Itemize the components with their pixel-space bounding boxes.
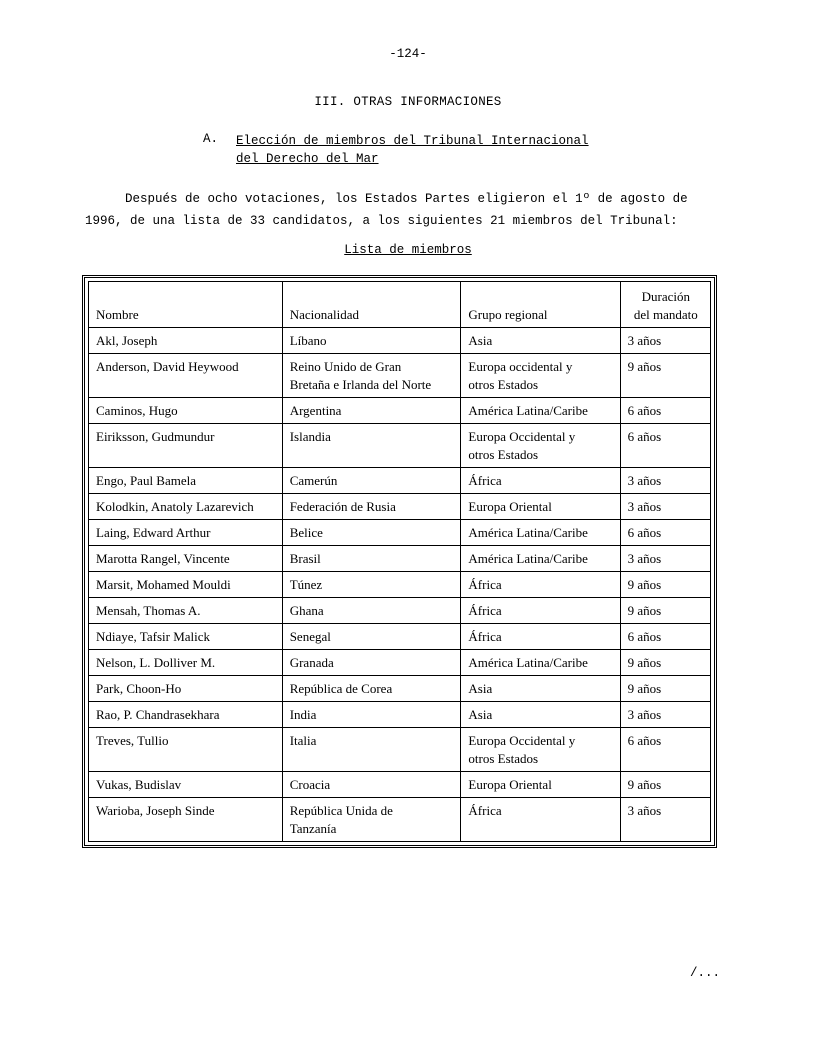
cell-group-line: Asia [468,681,493,696]
members-table [88,281,711,842]
cell-name: Engo, Paul Bamela [89,468,283,494]
subsection-title-line2: del Derecho del Mar [236,152,379,166]
cell-group-line: África [468,603,502,618]
cell-name: Akl, Joseph [89,328,283,354]
cell-group-line: Europa Oriental [468,499,552,514]
cell-term: 3 años [620,798,710,842]
cell-group-line: África [468,803,502,818]
intro-line1: Después de ocho votaciones, los Estados Partes eligieron el 1º de agosto de [125,192,688,206]
cell-name: Marotta Rangel, Vincente [89,546,283,572]
cell-nationality-line: Argentina [289,403,342,418]
cell-nationality-line: India [289,707,317,722]
cell-group [461,328,620,354]
list-heading-text: Lista de miembros [344,243,472,257]
table-row [89,494,711,520]
cell-nationality-line: Túnez [289,577,323,592]
cell-name: Marsit, Mohamed Mouldi [89,572,283,598]
cell-group-line: América Latina/Caribe [468,403,588,418]
cell-term: 6 años [620,624,710,650]
cell-term: 3 años [620,494,710,520]
cell-group [461,494,620,520]
cell-name: Ndiaye, Tafsir Malick [89,624,283,650]
header-group-label: Grupo regional [468,307,548,322]
table-row [89,398,711,424]
cell-nationality [282,772,461,798]
cell-group [461,598,620,624]
cell-nationality-line: Federación de Rusia [289,499,396,514]
cell-nationality [282,468,461,494]
cell-group [461,424,620,468]
cell-group-line: América Latina/Caribe [468,655,588,670]
cell-name: Eiriksson, Gudmundur [89,424,283,468]
cell-term: 3 años [620,702,710,728]
table-row [89,676,711,702]
continuation-mark: /... [689,966,720,980]
subsection-title [236,132,589,168]
table-row [89,546,711,572]
cell-term: 9 años [620,572,710,598]
table-row [89,572,711,598]
table-row [89,702,711,728]
cell-group [461,624,620,650]
cell-name: Kolodkin, Anatoly Lazarevich [89,494,283,520]
cell-group [461,702,620,728]
cell-nationality [282,520,461,546]
cell-term: 3 años [620,468,710,494]
cell-nationality-line: Brasil [289,551,321,566]
cell-group-line: América Latina/Caribe [468,525,588,540]
cell-nationality-line: Croacia [289,777,331,792]
cell-group-line: otros Estados [468,751,539,766]
cell-group-line: Europa Occidental y [468,733,576,748]
header-name-label: Nombre [96,307,139,322]
table-body [89,328,711,842]
page-number: -124- [389,47,427,61]
list-heading [0,243,816,257]
cell-name: Mensah, Thomas A. [89,598,283,624]
cell-group [461,798,620,842]
cell-name: Park, Choon-Ho [89,676,283,702]
cell-group [461,650,620,676]
cell-nationality-line: República de Corea [289,681,393,696]
cell-nationality-line: Tanzanía [289,821,337,836]
cell-term: 6 años [620,424,710,468]
table-row [89,598,711,624]
cell-nationality [282,798,461,842]
cell-term: 9 años [620,650,710,676]
header-group [461,282,620,328]
cell-name: Warioba, Joseph Sinde [89,798,283,842]
cell-term: 3 años [620,328,710,354]
cell-group [461,354,620,398]
cell-nationality-line: Granada [289,655,334,670]
cell-nationality [282,354,461,398]
cell-nationality [282,546,461,572]
intro-paragraph [85,188,725,232]
cell-nationality [282,424,461,468]
cell-group [461,728,620,772]
cell-nationality [282,572,461,598]
cell-nationality-line: Islandia [289,429,331,444]
header-term-line2: del mandato [633,307,698,322]
cell-group [461,468,620,494]
cell-nationality-line: Ghana [289,603,324,618]
header-term-line1: Duración [641,289,691,304]
header-term [620,282,710,328]
cell-nationality-line: Italia [289,733,317,748]
cell-nationality-line: Senegal [289,629,331,644]
cell-nationality [282,398,461,424]
table-row [89,728,711,772]
cell-nationality [282,650,461,676]
cell-group-line: América Latina/Caribe [468,551,588,566]
cell-nationality [282,598,461,624]
table-row [89,798,711,842]
cell-group-line: África [468,473,502,488]
table-row [89,772,711,798]
cell-name: Treves, Tullio [89,728,283,772]
cell-nationality-line: Reino Unido de Gran [289,359,402,374]
cell-nationality-line: República Unida de [289,803,393,818]
cell-nationality-line: Belice [289,525,323,540]
cell-group-line: Europa occidental y [468,359,573,374]
table-row [89,520,711,546]
cell-term: 3 años [620,546,710,572]
cell-group-line: Asia [468,707,493,722]
cell-group-line: otros Estados [468,447,539,462]
intro-line2: 1996, de una lista de 33 candidatos, a los siguientes 21 miembros del Tribunal: [85,214,678,228]
cell-nationality-line: Líbano [289,333,327,348]
section-title: III. OTRAS INFORMACIONES [314,95,502,109]
table-row [89,424,711,468]
cell-term: 6 años [620,728,710,772]
subsection-letter: A. [203,132,219,146]
header-nationality-label: Nacionalidad [289,307,360,322]
cell-group [461,546,620,572]
table-row [89,650,711,676]
header-name [89,282,283,328]
cell-group [461,572,620,598]
cell-term: 6 años [620,398,710,424]
table-row [89,624,711,650]
cell-group-line: otros Estados [468,377,539,392]
members-table-frame [82,275,717,848]
cell-group-line: Europa Occidental y [468,429,576,444]
cell-term: 9 años [620,772,710,798]
subsection-title-line1: Elección de miembros del Tribunal Internacional [236,134,589,148]
table-row [89,468,711,494]
cell-name: Laing, Edward Arthur [89,520,283,546]
cell-nationality-line: Bretaña e Irlanda del Norte [289,377,432,392]
table-row [89,328,711,354]
cell-group [461,676,620,702]
cell-group-line: Asia [468,333,493,348]
cell-group [461,520,620,546]
cell-nationality [282,328,461,354]
table-row [89,354,711,398]
cell-group-line: África [468,629,502,644]
cell-group [461,398,620,424]
cell-name: Vukas, Budislav [89,772,283,798]
cell-nationality [282,494,461,520]
cell-group-line: África [468,577,502,592]
cell-name: Rao, P. Chandrasekhara [89,702,283,728]
cell-nationality [282,624,461,650]
cell-term: 9 años [620,676,710,702]
cell-term: 9 años [620,598,710,624]
cell-term: 6 años [620,520,710,546]
cell-name: Anderson, David Heywood [89,354,283,398]
cell-nationality-line: Camerún [289,473,338,488]
header-nationality [282,282,461,328]
cell-nationality [282,702,461,728]
cell-group-line: Europa Oriental [468,777,552,792]
cell-group [461,772,620,798]
cell-name: Nelson, L. Dolliver M. [89,650,283,676]
cell-nationality [282,676,461,702]
table-header-row [89,282,711,328]
cell-nationality [282,728,461,772]
cell-term: 9 años [620,354,710,398]
cell-name: Caminos, Hugo [89,398,283,424]
